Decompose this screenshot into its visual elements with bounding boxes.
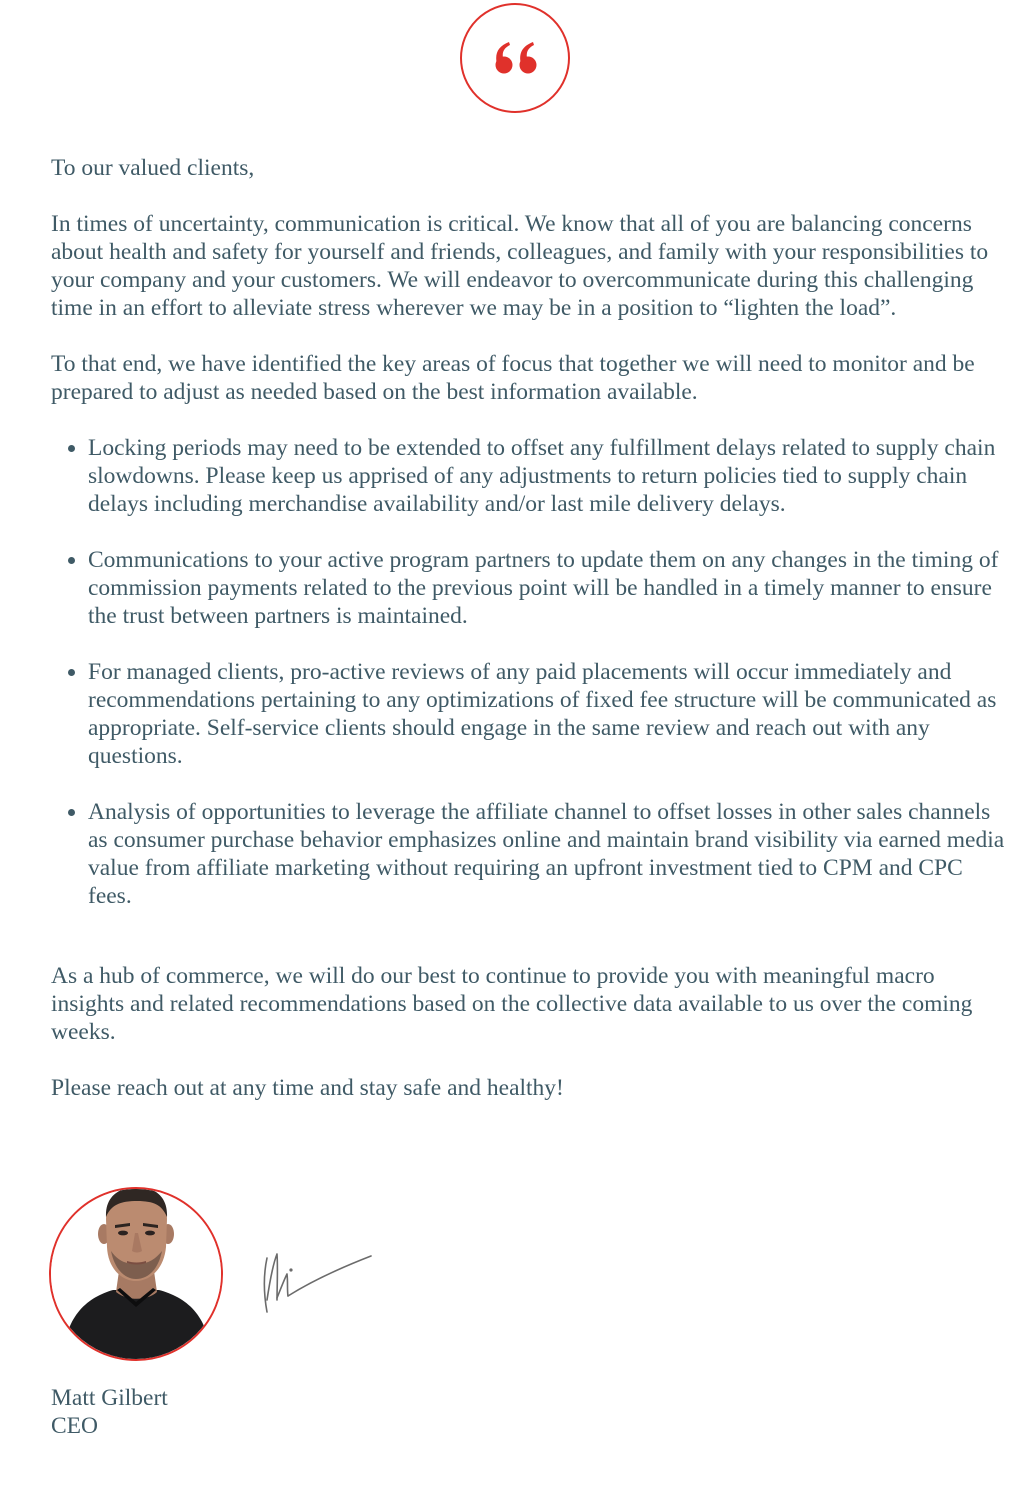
quote-badge [460, 3, 570, 113]
list-item: • For managed clients, pro-active reviews of any paid placements will occur immediately and recommendations pertaining to any optimizations of fixed fee structure will be communicated as appropriate. Self-service clients should engage in the same review and reach out with any questions. [88, 658, 1011, 770]
signature [255, 1240, 375, 1320]
list-item: • Communications to your active program partners to update them on any changes in the timing of commission payments related to the previous point will be handled in a timely manner to ensure the trust between partners is maintained. [88, 546, 1011, 630]
list-item: • Locking periods may need to be extended to offset any fulfillment delays related to supply chain slowdowns. Please keep us apprised of any adjustments to return policies tied to supply chain delays including merchandise availability and/or last mile delivery delays. [88, 434, 1011, 518]
signatory-title: CEO [51, 1413, 98, 1439]
intro-paragraph: In times of uncertainty, communication is critical. We know that all of you are balancing concerns about health and safety for yourself and friends, colleagues, and family with your responsibilities to your company and your customers. We will endeavor to overcommunicate during this challenging time in an effort to alleviate stress wherever we may be in a position to “lighten the load”. [51, 211, 989, 321]
signature-block [51, 1384, 168, 1440]
avatar [49, 1187, 223, 1361]
ceo-portrait [51, 1189, 221, 1359]
signatory-name: Matt Gilbert [51, 1385, 168, 1411]
greeting: To our valued clients, [51, 155, 255, 181]
hub-paragraph: As a hub of commerce, we will do our best to continue to provide you with meaningful macro insights and related recommendations based on the collective data available to us over the coming weeks. [51, 963, 973, 1045]
focus-paragraph: To that end, we have identified the key areas of focus that together we will need to monitor and be prepared to adjust as needed based on the best information available. [51, 351, 975, 405]
closing-paragraph: Please reach out at any time and stay safe and healthy! [51, 1075, 564, 1101]
letter-body [51, 154, 1011, 1130]
quote-open-icon [462, 5, 568, 111]
handwritten-signature [255, 1240, 375, 1320]
focus-list [51, 434, 1011, 910]
list-item: • Analysis of opportunities to leverage the affiliate channel to offset losses in other sales channels as consumer purchase behavior emphasizes online and maintain brand visibility via earned media value from affiliate marketing without requiring an upfront investment tied to CPM and CPC fees. [88, 798, 1011, 910]
